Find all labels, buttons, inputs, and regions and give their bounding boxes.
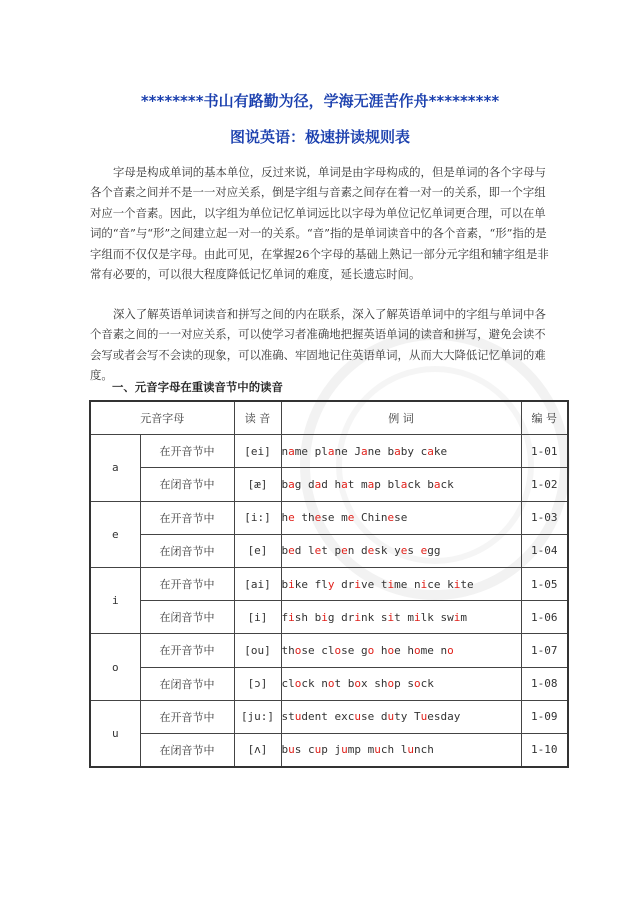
highlighted-letters: u	[294, 710, 302, 724]
example-word: fly	[314, 577, 335, 591]
intro-paragraph: 深入了解英语单词读音和拼写之间的内在联系，深入了解英语单词中的字组与单词中各个音素之间的一一对应关系，可以使学习者准确地把握英语单词的读音和拼写，避免会读不会写或者会写不会读的现象，可以准确、牢固地记住英语单词，从而大大降低记忆单词的难度。	[90, 307, 546, 383]
table-row	[90, 634, 568, 667]
highlighted-letters: a	[314, 477, 322, 491]
phonetic-cell: [e]	[234, 534, 281, 567]
highlighted-letters: i	[354, 610, 361, 624]
example-word: home	[407, 643, 434, 657]
example-word: excuse	[334, 710, 375, 724]
example-word: milk	[407, 610, 434, 624]
highlighted-letters: a	[327, 444, 335, 458]
table-row	[90, 567, 568, 600]
example-word: me	[341, 511, 355, 525]
example-words-cell	[281, 435, 521, 468]
example-word: map	[361, 477, 381, 491]
example-words-cell	[281, 501, 521, 534]
highlighted-letters: e	[314, 511, 322, 525]
example-word: baby	[387, 444, 414, 458]
header-number: 编 号	[521, 401, 568, 435]
example-words-cell	[281, 468, 521, 501]
vowel-letter-cell: e	[90, 501, 140, 567]
header-phonetic: 读 音	[234, 401, 281, 435]
example-word: not	[321, 677, 342, 691]
example-words-cell	[281, 700, 521, 733]
example-word: lunch	[400, 743, 434, 757]
table-row	[90, 468, 568, 501]
highlighted-letters: o	[294, 643, 302, 657]
example-word: clock	[281, 677, 315, 691]
example-word: desk	[361, 544, 388, 558]
rule-number-cell: 1-03	[521, 501, 568, 534]
phonetic-cell: [ʌ]	[234, 733, 281, 767]
phonetic-cell: [i]	[234, 601, 281, 634]
header-examples: 例 词	[281, 401, 521, 435]
syllable-type-cell: 在闭音节中	[140, 733, 234, 767]
highlighted-letters: e	[367, 544, 375, 558]
highlighted-letters: i	[321, 610, 328, 624]
example-word: kite	[447, 577, 474, 591]
example-word: bike	[281, 577, 308, 591]
example-words-cell	[281, 567, 521, 600]
example-word: dad	[308, 477, 328, 491]
highlighted-letters: o	[354, 677, 361, 691]
highlighted-letters: u	[341, 743, 348, 757]
table-row	[90, 501, 568, 534]
highlighted-letters: a	[433, 477, 441, 491]
highlighted-letters: a	[427, 444, 434, 458]
example-word: these	[301, 511, 335, 525]
highlighted-letters: o	[414, 643, 421, 657]
highlighted-letters: a	[400, 477, 408, 491]
example-word: sock	[407, 677, 434, 691]
motto-banner: ********书山有路勤为径，学海无涯苦作舟*********	[140, 92, 500, 110]
example-word: close	[321, 643, 355, 657]
highlighted-letters: u	[354, 710, 361, 724]
example-word: sit	[380, 610, 401, 624]
example-word: go	[361, 643, 375, 657]
example-words-cell	[281, 733, 521, 767]
section-title: 一、元音字母在重读音节中的读音	[112, 380, 283, 394]
vowel-letter-cell: u	[90, 700, 140, 767]
example-word: bed	[281, 544, 302, 558]
example-word: duty	[380, 710, 408, 724]
highlighted-letters: o	[387, 677, 395, 691]
example-word: he	[281, 511, 295, 525]
rule-number-cell: 1-08	[521, 667, 568, 700]
rule-number-cell: 1-01	[521, 435, 568, 468]
highlighted-letters: i	[288, 577, 295, 591]
phonetic-cell: [æ]	[234, 468, 281, 501]
highlighted-letters: o	[447, 643, 454, 657]
example-word: plane	[314, 444, 348, 458]
page-title: 图说英语：极速拼读规则表	[229, 128, 410, 146]
syllable-type-cell: 在开音节中	[140, 634, 234, 667]
highlighted-letters: o	[414, 677, 421, 691]
phonetic-cell: [ɔ]	[234, 667, 281, 700]
syllable-type-cell: 在开音节中	[140, 700, 234, 733]
table-row	[90, 700, 568, 733]
example-word: Tuesday	[414, 710, 461, 724]
highlighted-letters: a	[361, 444, 368, 458]
highlighted-letters: a	[394, 444, 401, 458]
highlighted-letters: i	[414, 610, 421, 624]
highlighted-letters: e	[341, 544, 348, 558]
highlighted-letters: e	[400, 544, 408, 558]
example-word: jump	[334, 743, 361, 757]
rule-number-cell: 1-06	[521, 601, 568, 634]
phonetic-cell: [ai]	[234, 567, 281, 600]
phonetic-cell: [ou]	[234, 634, 281, 667]
syllable-type-cell: 在闭音节中	[140, 601, 234, 634]
phonetic-cell: [ei]	[234, 435, 281, 468]
highlighted-letters: u	[420, 710, 428, 724]
highlighted-letters: u	[288, 743, 295, 757]
rule-number-cell: 1-07	[521, 634, 568, 667]
phonetic-cell: [ju:]	[234, 700, 281, 733]
example-word: no	[440, 643, 454, 657]
example-word: bag	[281, 477, 302, 491]
example-word: cake	[420, 444, 448, 458]
highlighted-letters: e	[314, 544, 322, 558]
intro-paragraph: 字母是构成单词的基本单位，反过来说，单词是由字母构成的，但是单词的各个字母与各个音素之间并不是一一对应关系，倒是字组与音素之间存在着一对一的关系，即一个字组对应一个音素。因此，以字组为单位记忆单词远比以字母为单位记忆单词更合理，可以在单词的“音”与“形”之间建立起一对一的关系。“音”指的是单词读音中的各个音素，“形”指的是字组而不仅仅是字母。由此可见，在掌握26个字母的基础上熟记一部分元字组和辅字组是非常有必要的，可以很大程度降低记忆单词的难度，延长遗忘时间。	[90, 165, 549, 282]
syllable-type-cell: 在开音节中	[140, 435, 234, 468]
highlighted-letters: e	[288, 511, 295, 525]
rule-number-cell: 1-05	[521, 567, 568, 600]
example-words-cell	[281, 667, 521, 700]
vowel-letter-cell: o	[90, 634, 140, 700]
vowel-letter-cell: a	[90, 435, 140, 501]
rule-number-cell: 1-04	[521, 534, 568, 567]
example-word: egg	[420, 544, 441, 558]
table-row	[90, 534, 568, 567]
table-row	[90, 667, 568, 700]
highlighted-letters: i	[420, 577, 428, 591]
highlighted-letters: a	[288, 477, 295, 491]
example-word: student	[281, 710, 328, 724]
example-word: hat	[334, 477, 355, 491]
example-word: name	[281, 444, 308, 458]
table-row	[90, 733, 568, 767]
example-word: pen	[334, 544, 355, 558]
highlighted-letters: o	[294, 677, 302, 691]
table-row	[90, 435, 568, 468]
example-word: let	[308, 544, 328, 558]
highlighted-letters: e	[347, 511, 355, 525]
highlighted-letters: i	[387, 610, 395, 624]
highlighted-letters: u	[314, 743, 322, 757]
example-word: back	[427, 477, 454, 491]
example-words-cell	[281, 534, 521, 567]
highlighted-letters: y	[327, 577, 335, 591]
highlighted-letters: u	[374, 743, 381, 757]
example-word: nice	[414, 577, 441, 591]
example-word: much	[367, 743, 395, 757]
rule-number-cell: 1-10	[521, 733, 568, 767]
highlighted-letters: e	[387, 511, 395, 525]
example-word: cup	[308, 743, 328, 757]
highlighted-letters: a	[367, 477, 375, 491]
example-word: those	[281, 643, 315, 657]
phonetic-cell: [i:]	[234, 501, 281, 534]
example-words-cell	[281, 634, 521, 667]
highlighted-letters: u	[407, 743, 414, 757]
syllable-type-cell: 在开音节中	[140, 567, 234, 600]
example-word: swim	[440, 610, 467, 624]
example-words-cell	[281, 601, 521, 634]
highlighted-letters: o	[387, 643, 395, 657]
highlighted-letters: i	[387, 577, 395, 591]
rule-number-cell: 1-02	[521, 468, 568, 501]
highlighted-letters: a	[341, 477, 348, 491]
highlighted-letters: o	[334, 643, 342, 657]
highlighted-letters: i	[354, 577, 361, 591]
example-word: shop	[374, 677, 401, 691]
highlighted-letters: i	[453, 577, 461, 591]
highlighted-letters: a	[288, 444, 295, 458]
syllable-type-cell: 在闭音节中	[140, 667, 234, 700]
example-word: Jane	[354, 444, 381, 458]
highlighted-letters: e	[420, 544, 428, 558]
vowel-letter-cell: i	[90, 567, 140, 633]
highlighted-letters: u	[387, 710, 395, 724]
example-word: big	[314, 610, 335, 624]
example-word: drink	[341, 610, 375, 624]
syllable-type-cell: 在开音节中	[140, 501, 234, 534]
example-word: black	[387, 477, 421, 491]
highlighted-letters: i	[288, 610, 295, 624]
example-word: drive	[341, 577, 375, 591]
example-word: box	[347, 677, 368, 691]
syllable-type-cell: 在闭音节中	[140, 534, 234, 567]
example-word: fish	[281, 610, 308, 624]
vowel-table	[89, 400, 569, 768]
header-letter: 元音字母	[90, 401, 234, 435]
example-word: yes	[394, 544, 414, 558]
example-word: hoe	[380, 643, 401, 657]
highlighted-letters: o	[327, 677, 335, 691]
syllable-type-cell: 在闭音节中	[140, 468, 234, 501]
highlighted-letters: o	[367, 643, 375, 657]
rule-number-cell: 1-09	[521, 700, 568, 733]
example-word: bus	[281, 743, 302, 757]
highlighted-letters: e	[288, 544, 295, 558]
highlighted-letters: i	[453, 610, 461, 624]
example-word: time	[380, 577, 408, 591]
example-word: Chinese	[361, 511, 408, 525]
table-row	[90, 601, 568, 634]
table-header-row	[90, 401, 568, 435]
